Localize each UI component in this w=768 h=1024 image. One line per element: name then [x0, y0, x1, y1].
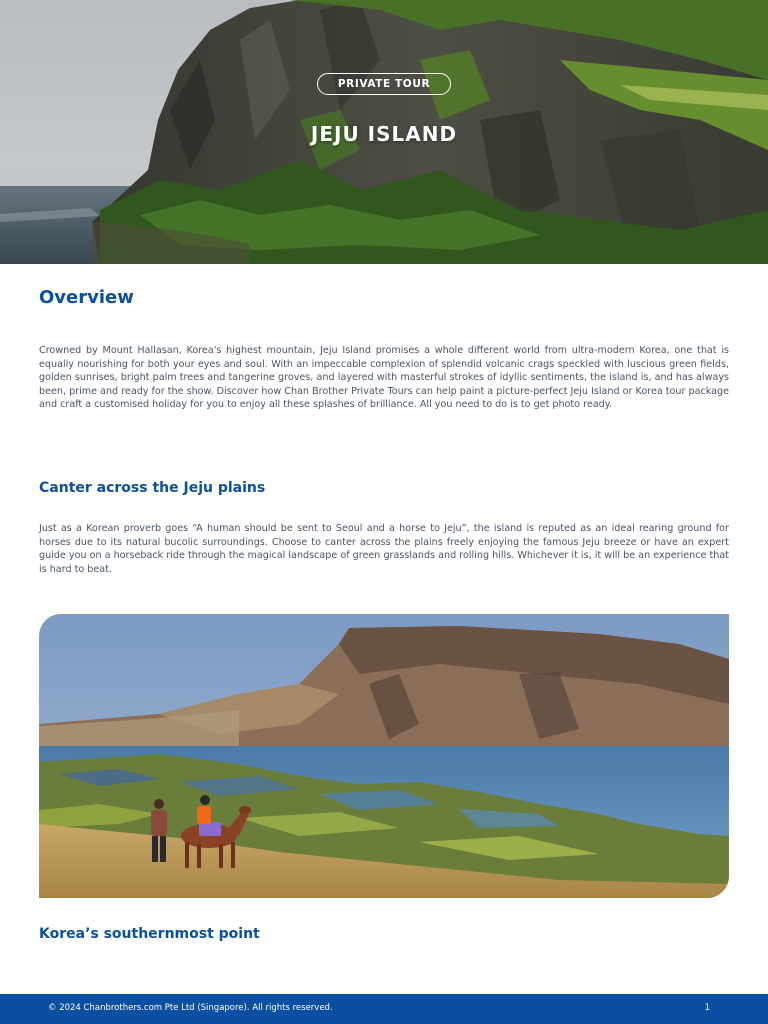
page-title: JEJU ISLAND: [310, 122, 458, 146]
hero-banner: [0, 0, 768, 264]
overview-paragraph: Crowned by Mount Hallasan, Korea's highest mountain, Jeju Island promises a whole different world from ultra-modern Korea, one that is equally nourishing for both your eyes and soul. With an impeccable complexion of splendid volcanic crags speckled with luscious green fields, golden sunrises, bright palm trees and tangerine groves, and layered with masterful strokes of idyllic sentiments, the island is, and has always been, prime and ready for the show. Discover how Chan Brother Private Tours can help paint a picture-perfect Jeju Island or Korea tour package and craft a customised holiday for you to enjoy all these splashes of brilliance. All you need to do is to get photo ready.: [39, 345, 729, 410]
horseback-coast-photo: [39, 614, 729, 898]
page-number: 1: [704, 1003, 710, 1013]
southernmost-heading: Korea’s southernmost point: [39, 926, 260, 942]
canter-paragraph: Just as a Korean proverb goes “A human should be sent to Seoul and a horse to Jeju”, the island is reputed as an ideal rearing ground for horses due to its natural bucolic surroundings. Choose to canter across the plains freely enjoying the famous Jeju breeze or have an expert guide you on a horseback ride through the magical landscape of green grasslands and rolling hills. Whichever it is, it will be an experience that is hard to beat.: [39, 523, 729, 575]
overview-heading: Overview: [39, 287, 134, 308]
private-tour-badge: PRIVATE TOUR: [317, 73, 451, 95]
canter-heading: Canter across the Jeju plains: [39, 480, 266, 496]
footer-bar: [0, 994, 768, 1024]
footer-copyright: © 2024 Chanbrothers.com Pte Ltd (Singapore). All rights reserved.: [48, 1003, 333, 1013]
